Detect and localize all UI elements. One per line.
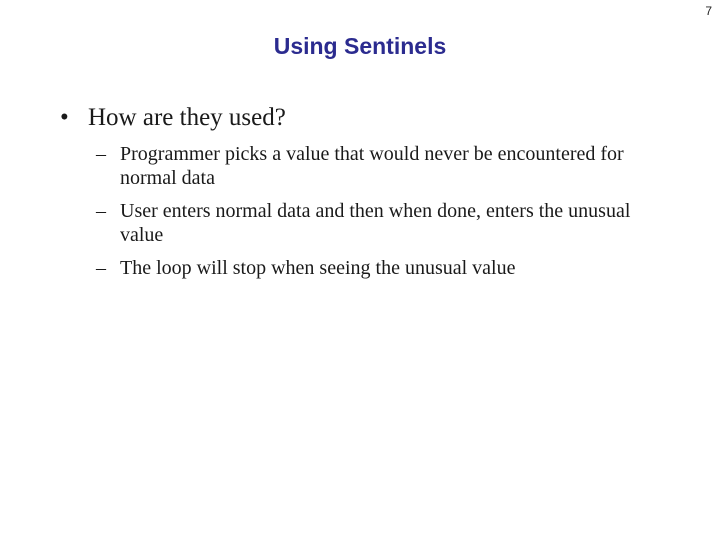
sub-bullet-item [96, 142, 666, 190]
sub-bullet-list [96, 142, 666, 289]
bullet-icon: • [60, 104, 69, 131]
sub-bullet-item [96, 256, 666, 280]
main-bullet [60, 104, 286, 132]
dash-icon: – [96, 200, 106, 222]
sub-bullet-item [96, 199, 666, 247]
slide-title: Using Sentinels [273, 33, 447, 59]
dash-icon: – [96, 143, 106, 165]
sub-bullet-text: The loop will stop when seeing the unusual value [120, 257, 516, 279]
main-bullet-text: How are they used? [88, 104, 286, 131]
page-number: 7 [705, 4, 712, 18]
dash-icon: – [96, 257, 106, 279]
sub-bullet-text: Programmer picks a value that would never be encountered for normal data [120, 143, 624, 189]
sub-bullet-text: User enters normal data and then when done, enters the unusual value [120, 200, 631, 246]
